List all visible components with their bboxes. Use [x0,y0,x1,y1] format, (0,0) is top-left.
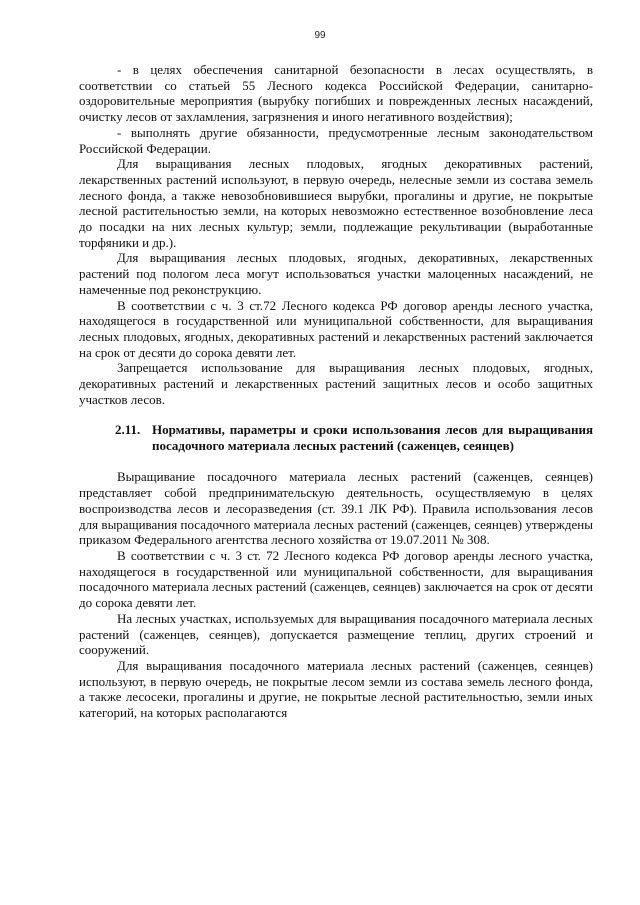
paragraph: Для выращивания лесных плодовых, ягодных, декоративных, лекарственных растений под пологом леса могут использоваться участки малоценных насаждений, не намеченные под реконструкцию. [79,250,593,297]
paragraph: В соответствии с ч. 3 ст.72 Лесного кодекса РФ договор аренды лесного участка, находящегося в государственной или муниципальной собственности, для выращивания лесных плодовых, ягодных, декоративных растений и лекарственных растений заключается на срок от десяти до сорока девяти лет. [79,297,593,360]
section-heading [115,422,593,454]
section-number: 2.11. [115,422,141,438]
paragraph: Для выращивания лесных плодовых, ягодных декоративных растений, лекарственных растений используют, в первую очередь, нелесные земли из состава земель лесного фонда, а также невозобновившиеся вырубки, прогалины и другие, не покрытые лесной растительностью земли, на которых невозможно естественное возобновление леса до посадки на них лесных культур; земли, подлежащие рекультивации (выработанные торфяники и др.). [79,156,593,250]
page-content [79,62,593,721]
paragraph: Для выращивания посадочного материала лесных растений (саженцев, сеянцев) используют, в первую очередь, не покрытые лесом земли из состава земель лесного фонда, а также лесосеки, прогалины и другие, не покрытые лесной растительностью, земли иных категорий, на которых располагаются [79,657,593,721]
paragraph: Выращивание посадочного материала лесных растений (саженцев, сеянцев) представляет собой предпринимательскую деятельность, осуществляемую в целях воспроизводства лесов и лесоразведения (ст. 39.1 ЛК РФ). Правила использования лесов для выращивания посадочного материала лесных растений (саженцев, сеянцев) утверждены приказом Федерального агентства лесного хозяйства от 19.07.2011 № 308. [79,469,593,548]
paragraph: Запрещается использование для выращивания лесных плодовых, ягодных, декоративных растений и лекарственных растений защитных лесов и особо защитных участков лесов. [79,360,593,407]
section-title: Нормативы, параметры и сроки использования лесов для выращивания посадочного материала лесных растений (саженцев, сеянцев) [152,422,593,454]
paragraph: В соответствии с ч. 3 ст. 72 Лесного кодекса РФ договор аренды лесного участка, находящегося в государственной или муниципальной собственности, для выращивания посадочного материала лесных растений (саженцев, сеянцев) заключается на срок от десяти до сорока девяти лет. [79,547,593,611]
paragraph: - в целях обеспечения санитарной безопасности в лесах осуществлять, в соответствии со статьей 55 Лесного кодекса Российской Федерации, санитарно-оздоровительные мероприятия (вырубку погибших и поврежденных лесных насаждений, очистку лесов от захламления, загрязнения и иного негативного воздействия); [79,62,593,125]
page-number: 99 [314,30,326,41]
paragraph: На лесных участках, используемых для выращивания посадочного материала лесных растений (саженцев, сеянцев), допускается размещение теплиц, других строений и сооружений. [79,610,593,658]
paragraph: - выполнять другие обязанности, предусмотренные лесным законодательством Российской Федерации. [79,124,593,156]
